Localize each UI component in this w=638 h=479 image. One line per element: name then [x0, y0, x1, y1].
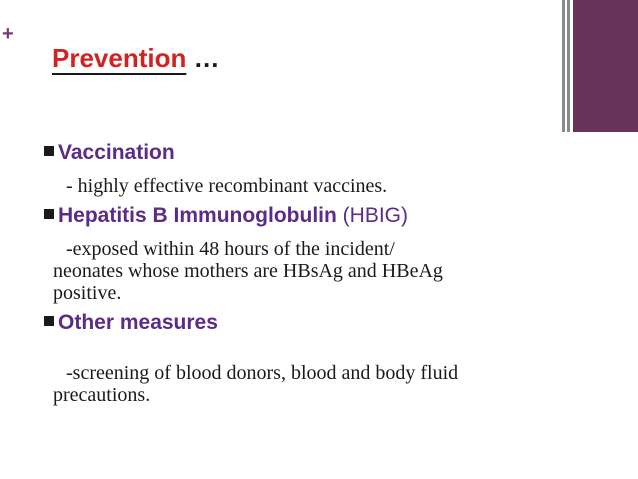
- body-line: positive.: [53, 282, 122, 304]
- bullet-heading: Hepatitis B Immunoglobulin: [58, 204, 337, 227]
- decorative-bar-thin-1: [562, 0, 565, 132]
- decorative-block: [573, 0, 638, 132]
- slide-title-text: Prevention: [52, 43, 187, 73]
- bullet-body: [53, 362, 458, 406]
- body-line: - highly effective recombinant vaccines.: [66, 175, 388, 197]
- bullet-heading: Other measures: [58, 311, 218, 334]
- bullet-hbig: [44, 203, 408, 229]
- bullet-heading-aside: (HBIG): [336, 204, 408, 227]
- slide-title-ellipsis: …: [186, 43, 220, 73]
- body-line: precautions.: [53, 384, 151, 406]
- bullet-other-measures: [44, 310, 218, 336]
- body-line: -screening of blood donors, blood and body fluid: [66, 362, 459, 384]
- plus-icon: +: [2, 23, 14, 45]
- bullet-body: [53, 238, 443, 304]
- slide-title: [34, 42, 220, 74]
- decorative-bar-thin-2: [567, 0, 570, 132]
- bullet-square-icon: [44, 146, 54, 156]
- body-line: neonates whose mothers are HBsAg and HBeAg: [53, 260, 443, 282]
- bullet-square-icon: [44, 316, 54, 326]
- bullet-square-icon: [44, 209, 54, 219]
- body-line: -exposed within 48 hours of the incident/: [66, 238, 395, 260]
- bullet-heading: Vaccination: [58, 141, 175, 164]
- bullet-body: [66, 175, 387, 197]
- bullet-vaccination: [44, 140, 175, 166]
